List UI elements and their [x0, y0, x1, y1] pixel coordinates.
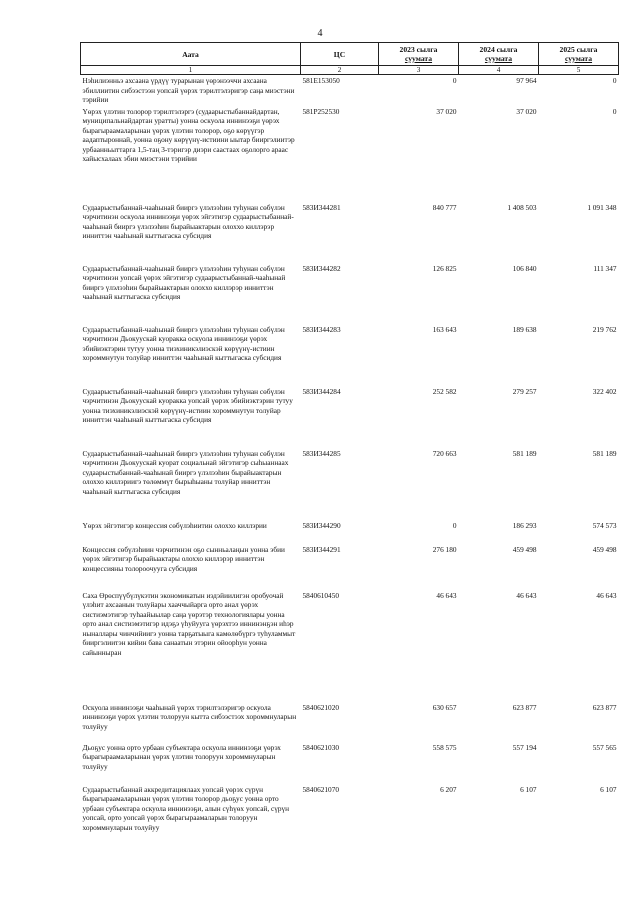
row-2023: 276 180 [432, 544, 457, 554]
row-2024: 557 194 [512, 742, 537, 752]
row-2023: 720 663 [432, 448, 457, 458]
row-name: Үөрэх эйгэтигэр концессия сөбүлэһиитин олоххо киллэрии [82, 520, 267, 530]
row-2025: 111 347 [593, 263, 617, 273]
column-index: 1 [81, 66, 301, 75]
row-2025: 46 643 [596, 590, 617, 600]
table-header [81, 43, 619, 75]
row-code: 5840610450 [302, 590, 339, 600]
row-name: Судаарыстыбаннай-чааһынай бииргэ үлэлээһин туһунан сөбүлэн чэрчитинэн Дьокуускай куорат социальнай эйгэтигэр сыһыаннаах судаарыстыбаннай-чааһынай бииргэ үлэлээһин бырайыактарын олоххо киллэриигэ төлөммүт бырыһыаны толуйар инниттэн чааһынай кыттыгаска субсидия [82, 448, 289, 496]
header-2024: 2024 сылга суумата [459, 43, 539, 66]
header-code: ЦС [301, 43, 379, 66]
table-row [81, 324, 619, 386]
table-row [81, 784, 619, 856]
row-2024: 581 189 [512, 448, 537, 458]
row-code: 583И344290 [302, 520, 341, 530]
row-2024: 106 840 [512, 263, 537, 273]
column-index: 2 [301, 66, 379, 75]
table-row [81, 544, 619, 590]
row-2023: 630 657 [432, 702, 457, 712]
row-2025: 219 762 [592, 324, 617, 334]
row-code: 581Е153050 [302, 76, 340, 85]
row-2025: 1 091 348 [587, 202, 617, 212]
row-2025: 0 [612, 106, 617, 116]
table-row [81, 590, 619, 702]
row-2024: 459 498 [512, 544, 537, 554]
row-2024: 6 107 [520, 784, 537, 794]
row-2023: 252 582 [432, 386, 457, 396]
table-row [81, 386, 619, 448]
row-2025: 581 189 [592, 448, 617, 458]
row-code: 5840621020 [302, 702, 339, 712]
header-name: Аата [81, 43, 301, 66]
row-2025: 322 402 [592, 386, 617, 396]
row-name: Нэһилиэнньэ ахсаана үрдүү турарынан үөрэнээччи ахсаана эбиллиитин сибээстээн уопсай үөрэх тэрилтэлэригэр саңа миэстэни тэрийии [82, 76, 295, 104]
row-2023: 0 [452, 520, 457, 530]
table-row [81, 742, 619, 784]
row-2024: 623 877 [512, 702, 537, 712]
row-2025: 459 498 [592, 544, 617, 554]
row-2023: 46 643 [436, 590, 457, 600]
table-row [81, 520, 619, 544]
row-2025: 557 565 [592, 742, 617, 752]
row-2024: 189 638 [512, 324, 537, 334]
row-code: 583И344283 [302, 324, 341, 334]
budget-table [80, 42, 619, 856]
row-2023: 37 020 [436, 106, 457, 116]
header-2025: 2025 сылга суумата [539, 43, 619, 66]
row-2025: 574 573 [592, 520, 617, 530]
column-index: 4 [459, 66, 539, 75]
page-number: 4 [317, 28, 323, 39]
row-2024: 186 293 [512, 520, 537, 530]
row-2023: 558 575 [432, 742, 457, 752]
column-index: 5 [539, 66, 619, 75]
row-2023: 126 825 [432, 263, 457, 273]
table-body [81, 75, 619, 856]
row-name: Саха Өрөспүүбүлүкэтин экономикатын иэдэйиилигэн оробуочай үлэһит ахсаанын толуйары хааччыйарга орто анал үөрэх систиэмэтигэр туһаайыылар саңа үөрэтэр технологиялары уонна орто анал систиэмэтигэр идэҕэ үһуйууга үөрэхтээ иннинэнҕэн иһэр ныналлары чинчийиигэ уонна тарҕатыыга камөлөбүргэ туһуламмыт бииргэлиитэн кийин бава санаатын этэрин ойоорһун уонна сайынныран [82, 590, 296, 657]
row-name: Концессия сөбүлэһиин чэрчитинэн оҕо сынньалаңын уонна эбии үөрэх эйгэтигэр бырайыактары олоххо киллэрэр инниттэн концессияны толороочууга субсидия [82, 544, 285, 573]
row-name: Судаарыстыбаннай-чааһынай бииргэ үлэлээһин туһунан сөбүлэн чэрчитинэн оскуола иннинээҕи үөрэх эйгэтигэр судаарыстыбаннай-чааһынай бииргэ үлэлээһин бырайыактарын олоххо киллэрэр инниттэн чааһынай кыттыгаска субсидия [82, 202, 294, 240]
row-2023: 840 777 [432, 202, 457, 212]
row-name: Оскуола иннинээҕи чааһынай үөрэх тэрилтэлэригэр оскуола иннинээҕи үөрэх үлэтин толоруун кытта сибээстээх хороммнуларын толуйуу [82, 702, 297, 731]
row-code: 583И344291 [302, 544, 341, 554]
row-name: Дьоҕус уонна орто урбаан субъектара оскуола иннинээҕи үөрэх бырагыраамаларынан үөрэх үлэтин толоруун хороммнуларын толуйуу [82, 742, 281, 771]
row-2025: 0 [612, 76, 617, 85]
row-2024: 279 257 [512, 386, 537, 396]
row-name: Судаарыстыбаннай-чааһынай бииргэ үлэлээһин туһунан сөбүлэн чэрчитинэн Дьокуускай куоракка оскуола иннинээҕи үөрэх эбийиэктэрин тутуу уонна тиэхиникэлиэскэй көрүүнү-истиин хороммнутун толуйар инниттэн чааһынай кыттыгаска субсидия [82, 324, 285, 362]
table-row [81, 106, 619, 202]
row-2024: 1 408 503 [507, 202, 537, 212]
column-index: 3 [379, 66, 459, 75]
row-2024: 97 964 [516, 76, 537, 85]
row-code: 5840621070 [302, 784, 339, 794]
table-row [81, 202, 619, 263]
row-2025: 623 877 [592, 702, 617, 712]
header-2023: 2023 сылга суумата [379, 43, 459, 66]
table-row [81, 75, 619, 106]
row-2023: 163 643 [432, 324, 457, 334]
row-2024: 46 643 [516, 590, 537, 600]
row-2025: 6 107 [600, 784, 617, 794]
row-code: 5840621030 [302, 742, 339, 752]
row-2024: 37 020 [516, 106, 537, 116]
table-row [81, 448, 619, 520]
row-code: 583И344285 [302, 448, 341, 458]
row-code: 583И344284 [302, 386, 341, 396]
row-name: Судаарыстыбаннай-чааһынай бииргэ үлэлээһин туһунан сөбүлэн чэрчитинэн Дьокуускай куоракка уопсай үөрэх эбийиэктэрин тутуу уонна тиэхиникэлиэскэй көрүүнү-истиин хороммнутун толуйар инниттэн чааһынай кыттыгаска субсидия [82, 386, 293, 424]
row-code: 583И344282 [302, 263, 341, 273]
row-name: Судаарыстыбаннай аккредитациялаах уопсай үөрэх сүрүн бырагыраамаларынан үөрэх үлэтин толорор дьоҕус уонна орто урбаан субъектара оскуола иннинээҕи, алын сүһүөх уопсай, сүрүн уопсай, орто уопсай үөрэх бырагыраамаларын толоруун хороммнуларын толуйуу [82, 784, 290, 832]
row-name: Үөрэх үлэтин толорор тэрилтэлэргэ (судаарыстыбаннайдартан, муниципальнайдартан уратты) уонна оскуола иннинээҕи үөрэх бырагыраамаларынан үөрэх үлэтин толорор, оҕо көрүүгэр аадаптыроннай, уонна оҕону көрүүнү-истиини ыытар бииргэлиитэр урбаанньыттарга 1,5-таң 3-тэригэр диэри саастаах оҕолорго араас хайысхалаах эбии миэстэни тэрийии [82, 106, 295, 163]
row-code: 581Р252530 [302, 106, 340, 116]
table-row [81, 263, 619, 324]
row-2023: 0 [452, 76, 457, 85]
row-name: Судаарыстыбаннай-чааһынай бииргэ үлэлээһин туһунан сөбүлэн чэрчитинэн уопсай үөрэх эйгэтигэр судаарыстыбаннай-чааһынай бииргэ үлэлээһин бырайыактарын олоххо киллэрэр инниттэн чааһынай кыттыгаска субсидия [82, 263, 286, 301]
table-row [81, 702, 619, 742]
row-2023: 6 207 [440, 784, 457, 794]
row-code: 583И344281 [302, 202, 341, 212]
